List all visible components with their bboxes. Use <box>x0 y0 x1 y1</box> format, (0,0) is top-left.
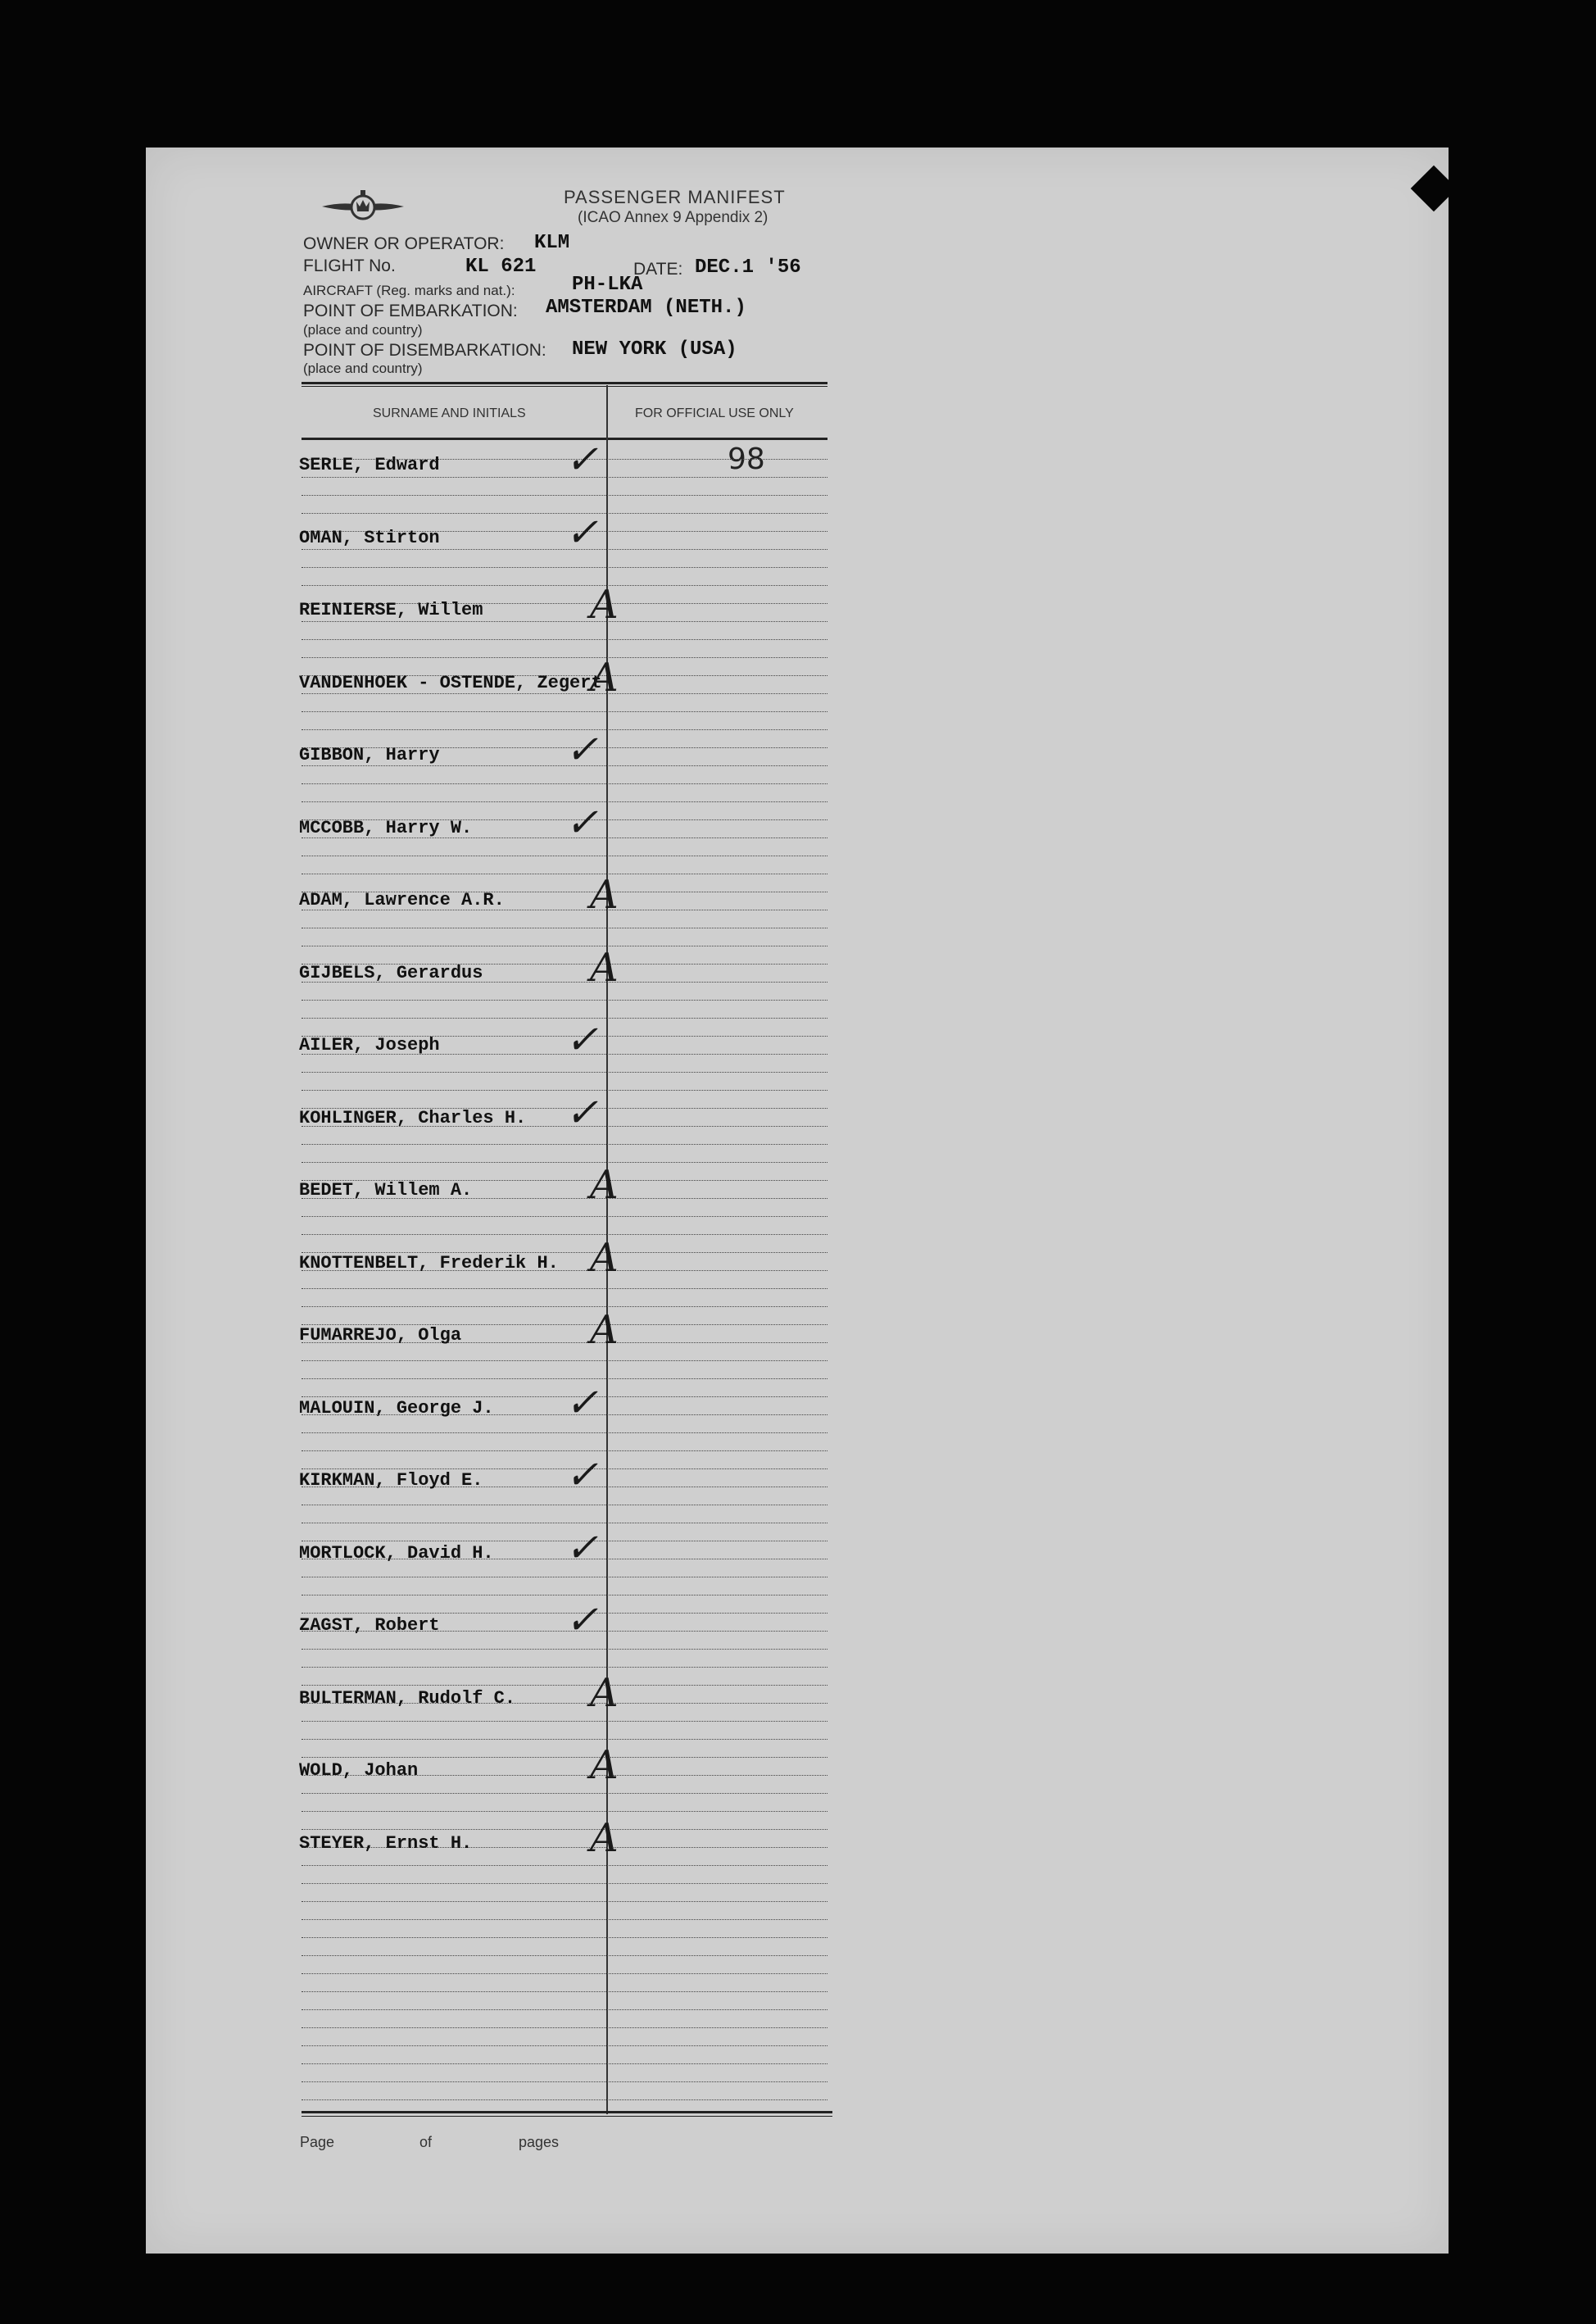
passenger-name: ADAM, Lawrence A.R. <box>299 890 505 910</box>
klm-crown-logo-icon <box>318 182 408 231</box>
aircraft-label: AIRCRAFT (Reg. marks and nat.): <box>303 283 515 298</box>
alien-mark: A <box>590 1162 619 1208</box>
ruling-line <box>302 1162 827 1163</box>
ruling-line <box>302 693 827 694</box>
alien-mark: A <box>590 1814 619 1861</box>
ruling-line <box>302 783 827 784</box>
manifest-title: PASSENGER MANIFEST <box>564 187 786 207</box>
ruling-line <box>302 1883 827 1884</box>
ruling-line <box>302 2045 827 2046</box>
ruling-line <box>302 801 827 802</box>
passenger-name: MCCOBB, Harry W. <box>299 817 473 838</box>
passenger-name: KIRKMAN, Floyd E. <box>299 1470 483 1491</box>
alien-mark: A <box>590 872 619 918</box>
ruling-line <box>302 1468 827 1469</box>
embarkation-label: POINT OF EMBARKATION: <box>303 302 518 320</box>
ruling-line <box>302 1000 827 1001</box>
page-label: Page <box>300 2134 335 2150</box>
ruling-line <box>302 2081 827 2082</box>
ruling-line <box>302 621 827 622</box>
passenger-name: MALOUIN, George J. <box>299 1397 494 1418</box>
ruling-line <box>302 1234 827 1235</box>
owner-label: OWNER OR OPERATOR: <box>303 234 505 253</box>
alien-mark: A <box>590 582 619 628</box>
ruling-line <box>302 657 827 658</box>
header-rule <box>302 382 827 384</box>
passenger-name: REINIERSE, Willem <box>299 600 483 620</box>
check-mark-icon: ✓ <box>565 727 599 773</box>
check-mark-icon: ✓ <box>565 1089 599 1136</box>
passenger-name: OMAN, Stirton <box>299 527 440 548</box>
flight-label: FLIGHT No. <box>303 256 396 275</box>
check-mark-icon: ✓ <box>565 1597 599 1643</box>
ruling-line <box>302 1973 827 1974</box>
alien-mark: A <box>590 1234 619 1281</box>
passenger-name: MORTLOCK, David H. <box>299 1542 494 1564</box>
ruling-line <box>302 1955 827 1956</box>
passenger-name: ZAGST, Robert <box>299 1615 440 1636</box>
passenger-name: STEYER, Ernst H. <box>299 1832 473 1854</box>
ruling-line <box>302 639 827 640</box>
ruling-line <box>302 1288 827 1289</box>
check-mark-icon: ✓ <box>565 1017 599 1063</box>
pages-label: pages <box>519 2134 560 2150</box>
embarkation-sub: (place and country) <box>303 322 423 338</box>
disembarkation-value: NEW YORK (USA) <box>572 338 737 361</box>
disembarkation-label: POINT OF DISEMBARKATION: <box>303 341 546 360</box>
passenger-name: VANDENHOEK - OSTENDE, Zegert <box>299 672 602 693</box>
surname-column-header: SURNAME AND INITIALS <box>373 406 526 420</box>
ruling-line <box>302 1090 827 1091</box>
passenger-name: SERLE, Edward <box>299 455 440 475</box>
check-mark-icon: ✓ <box>565 799 599 846</box>
ruling-line <box>302 1901 827 1902</box>
column-head-rule <box>302 438 827 440</box>
ruling-line <box>302 585 827 586</box>
footer-rule <box>302 2111 832 2113</box>
footer-rule-thin <box>302 2116 832 2117</box>
ruling-line <box>302 567 827 568</box>
ruling-line <box>302 1018 827 1019</box>
disembarkation-sub: (place and country) <box>303 361 423 376</box>
ruling-line <box>302 1757 827 1758</box>
ruling-line <box>302 1937 827 1938</box>
ruling-line <box>302 1378 827 1379</box>
passenger-name: GIJBELS, Gerardus <box>299 962 483 983</box>
ruling-line <box>302 1306 827 1307</box>
ruling-line <box>302 1919 827 1920</box>
ruling-line <box>302 1072 827 1073</box>
aircraft-value: PH-LKA <box>572 274 643 296</box>
ruling-line <box>302 1432 827 1433</box>
ruling-line <box>302 1685 827 1686</box>
date-value: DEC.1 '56 <box>695 256 801 279</box>
ruling-line <box>302 1216 827 1217</box>
ruling-line <box>302 2027 827 2028</box>
passenger-name: FUMARREJO, Olga <box>299 1325 462 1346</box>
ruling-line <box>302 1649 827 1650</box>
ruling-line <box>302 513 827 514</box>
date-label: DATE: <box>633 260 683 279</box>
ruling-line <box>302 1739 827 1740</box>
ruling-line <box>302 2099 827 2100</box>
passenger-name: BEDET, Willem A. <box>299 1180 473 1201</box>
embarkation-value: AMSTERDAM (NETH.) <box>546 297 746 319</box>
passenger-name: BULTERMAN, Rudolf C. <box>299 1687 516 1709</box>
passenger-name: GIBBON, Harry <box>299 745 440 765</box>
ruling-line <box>302 477 827 478</box>
ruling-line <box>302 711 827 712</box>
official-column-header: FOR OFFICIAL USE ONLY <box>635 406 794 420</box>
check-mark-icon: ✓ <box>565 437 599 483</box>
ruling-line <box>302 1865 827 1866</box>
ruling-line <box>302 1360 827 1361</box>
ruling-line <box>302 549 827 550</box>
ruling-line <box>302 1811 827 1812</box>
check-mark-icon: ✓ <box>565 509 599 556</box>
passenger-name: KOHLINGER, Charles H. <box>299 1107 527 1128</box>
ruling-line <box>302 729 827 730</box>
ruling-line <box>302 1450 827 1451</box>
manifest-subtitle: (ICAO Annex 9 Appendix 2) <box>578 209 769 226</box>
page-of-label: of <box>419 2134 433 2150</box>
alien-mark: A <box>590 944 619 991</box>
passenger-name: KNOTTENBELT, Frederik H. <box>299 1252 559 1273</box>
ruling-line <box>302 1721 827 1722</box>
ruling-line <box>302 2009 827 2010</box>
official-number: 98 <box>728 443 765 476</box>
check-mark-icon: ✓ <box>565 1379 599 1426</box>
ruling-line <box>302 2063 827 2064</box>
header-rule-thin <box>302 386 827 387</box>
ruling-line <box>302 1829 827 1830</box>
flight-value: KL 621 <box>465 256 537 278</box>
alien-mark: A <box>590 1307 619 1353</box>
check-mark-icon: ✓ <box>565 1452 599 1498</box>
check-mark-icon: ✓ <box>565 1524 599 1571</box>
passenger-name: AILER, Joseph <box>299 1035 440 1055</box>
ruling-line <box>302 1144 827 1145</box>
ruling-line <box>302 1667 827 1668</box>
ruling-line <box>302 1793 827 1794</box>
passenger-name: WOLD, Johan <box>299 1760 419 1781</box>
ruling-line <box>302 1613 827 1614</box>
alien-mark: A <box>590 1669 619 1716</box>
owner-value: KLM <box>534 232 570 254</box>
ruling-line <box>302 765 827 766</box>
alien-mark: A <box>590 1742 619 1788</box>
ruling-line <box>302 495 827 496</box>
ruling-line <box>302 1991 827 1992</box>
alien-mark: A <box>590 654 619 701</box>
